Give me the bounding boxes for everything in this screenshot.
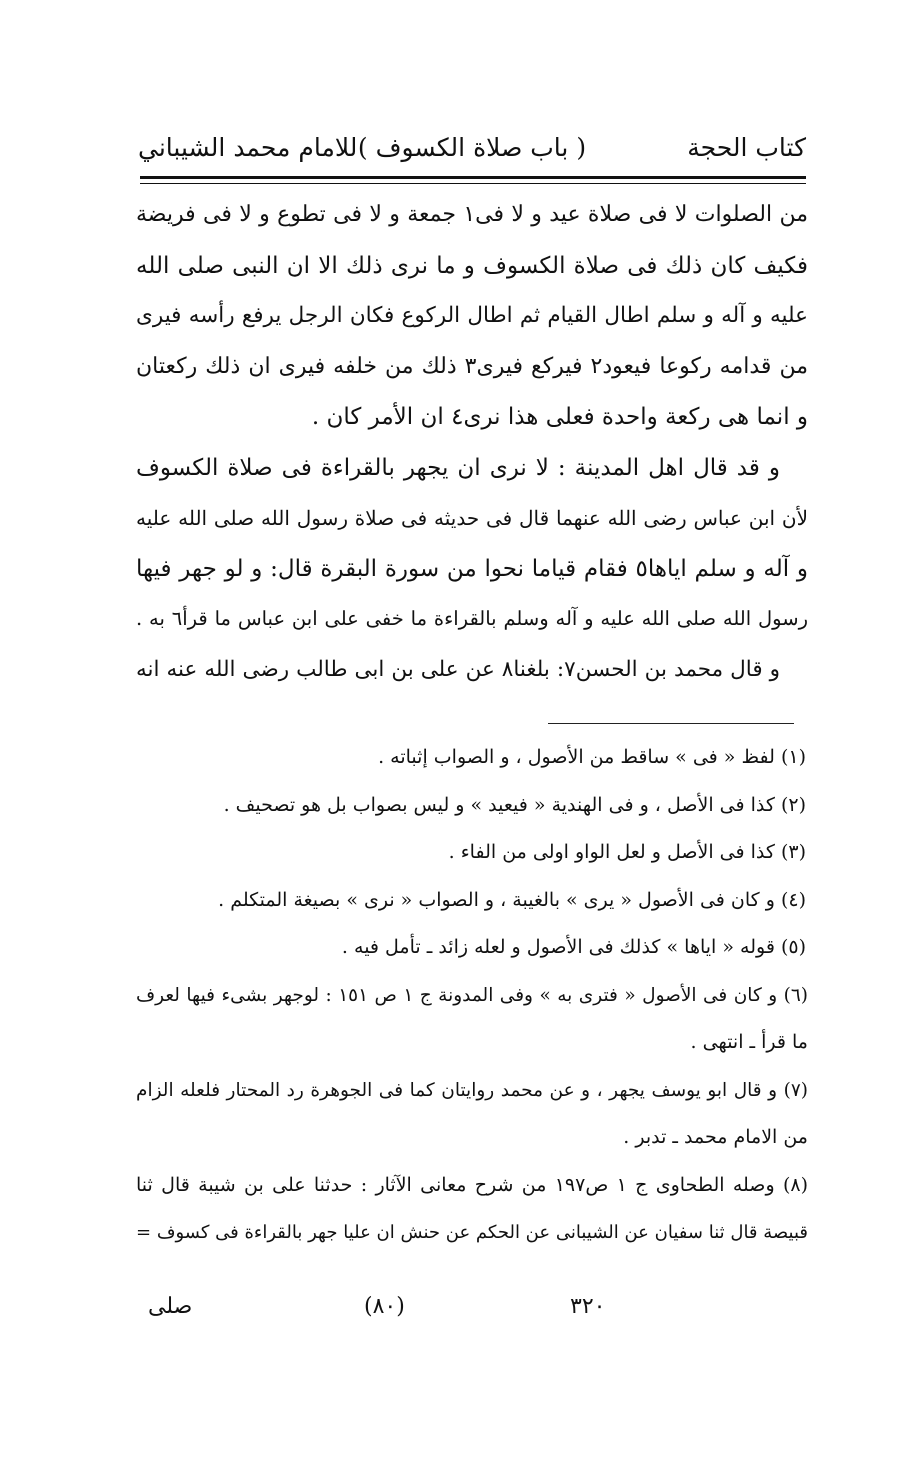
footnote: (٤) و كان فى الأصول « يرى » بالغيبة ، و الصواب « نرى » بصيغة المتكلم .	[218, 888, 806, 911]
catchword: صلى	[148, 1294, 193, 1319]
footnotes	[136, 734, 808, 1257]
footnote: (١) لفظ « فى » ساقط من الأصول ، و الصواب إثباته .	[378, 746, 806, 768]
footnote-continuation: من الامام محمد ـ تدبر .	[623, 1126, 808, 1148]
footnote-separator	[548, 723, 794, 724]
footnote-continuation: ما قرأ ـ انتهى .	[690, 1031, 808, 1053]
chapter-title: ( باب صلاة الكسوف )	[357, 133, 587, 162]
footnote: (٨) وصله الطحاوى ج ١ ص١٩٧ من شرح معانى الآثار : حدثنا على بن شيبة قال ثنا	[136, 1173, 808, 1196]
text-line: و آله و سلم اياها٥ فقام قياما نحوا من سورة البقرة قال: و لو جهر فيها	[136, 555, 808, 582]
text-line: و قد قال اهل المدينة : لا نرى ان يجهر بالقراءة فى صلاة الكسوف	[136, 454, 780, 481]
text-line: لأن ابن عباس رضى الله عنهما قال فى حديثه فى صلاة رسول الله صلى الله عليه	[136, 506, 808, 530]
signature-mark: (٨٠)	[364, 1294, 405, 1319]
author-name: للامام محمد الشيباني	[138, 133, 358, 162]
text-line: عليه و آله و سلم اطال القيام ثم اطال الركوع فكان الرجل يرفع رأسه فيرى	[136, 303, 808, 328]
text-line: رسول الله صلى الله عليه و آله وسلم بالقراءة ما خفى على ابن عباس ما قرأ٦ به .	[136, 607, 808, 630]
text-line: و قال محمد بن الحسن٧: بلغنا٨ عن على بن ابى طالب رضى الله عنه انه	[136, 656, 780, 682]
text-line: و انما هى ركعة واحدة فعلى هذا نرى٤ ان الأمر كان .	[311, 404, 808, 430]
footnote: (٣) كذا فى الأصل و لعل الواو اولى من الفاء .	[448, 841, 806, 863]
footnote: (٧) و قال ابو يوسف يجهر ، و عن محمد روايتان كما فى الجوهرة رد المحتار فلعله الزام	[136, 1079, 808, 1101]
page-number: ٣٢٠	[570, 1294, 606, 1319]
page-footer	[138, 1290, 806, 1324]
footnote-continuation: قبيصة قال ثنا سفيان عن الشيبانى عن الحكم عن حنش ان عليا جهر بالقراءة فى كسوف =	[136, 1222, 808, 1243]
main-text	[136, 190, 808, 695]
header-rule	[140, 176, 806, 179]
text-line: فكيف كان ذلك فى صلاة الكسوف و ما نرى ذلك الا ان النبى صلى الله	[136, 252, 808, 279]
footnote: (٢) كذا فى الأصل ، و فى الهندية « فيعيد » و ليس بصواب بل هو تصحيف .	[223, 793, 806, 816]
text-line: من الصلوات لا فى صلاة عيد و لا فى١ جمعة و لا فى تطوع و لا فى فريضة	[136, 202, 808, 227]
running-header	[138, 128, 806, 168]
footnote: (٥) قوله « اياها » كذلك فى الأصول و لعله زائد ـ تأمل فيه .	[341, 936, 806, 958]
header-rule-thin	[140, 183, 806, 184]
book-title: كتاب الحجة	[687, 133, 806, 162]
footnote: (٦) و كان فى الأصول « فترى به » وفى المدونة ج ١ ص ١٥١ : لوجهر بشىء فيها لعرف	[136, 984, 808, 1006]
text-line: من قدامه ركوعا فيعود٢ فيركع فيرى٣ ذلك من خلفه فيرى ان ذلك ركعتان	[136, 353, 808, 379]
